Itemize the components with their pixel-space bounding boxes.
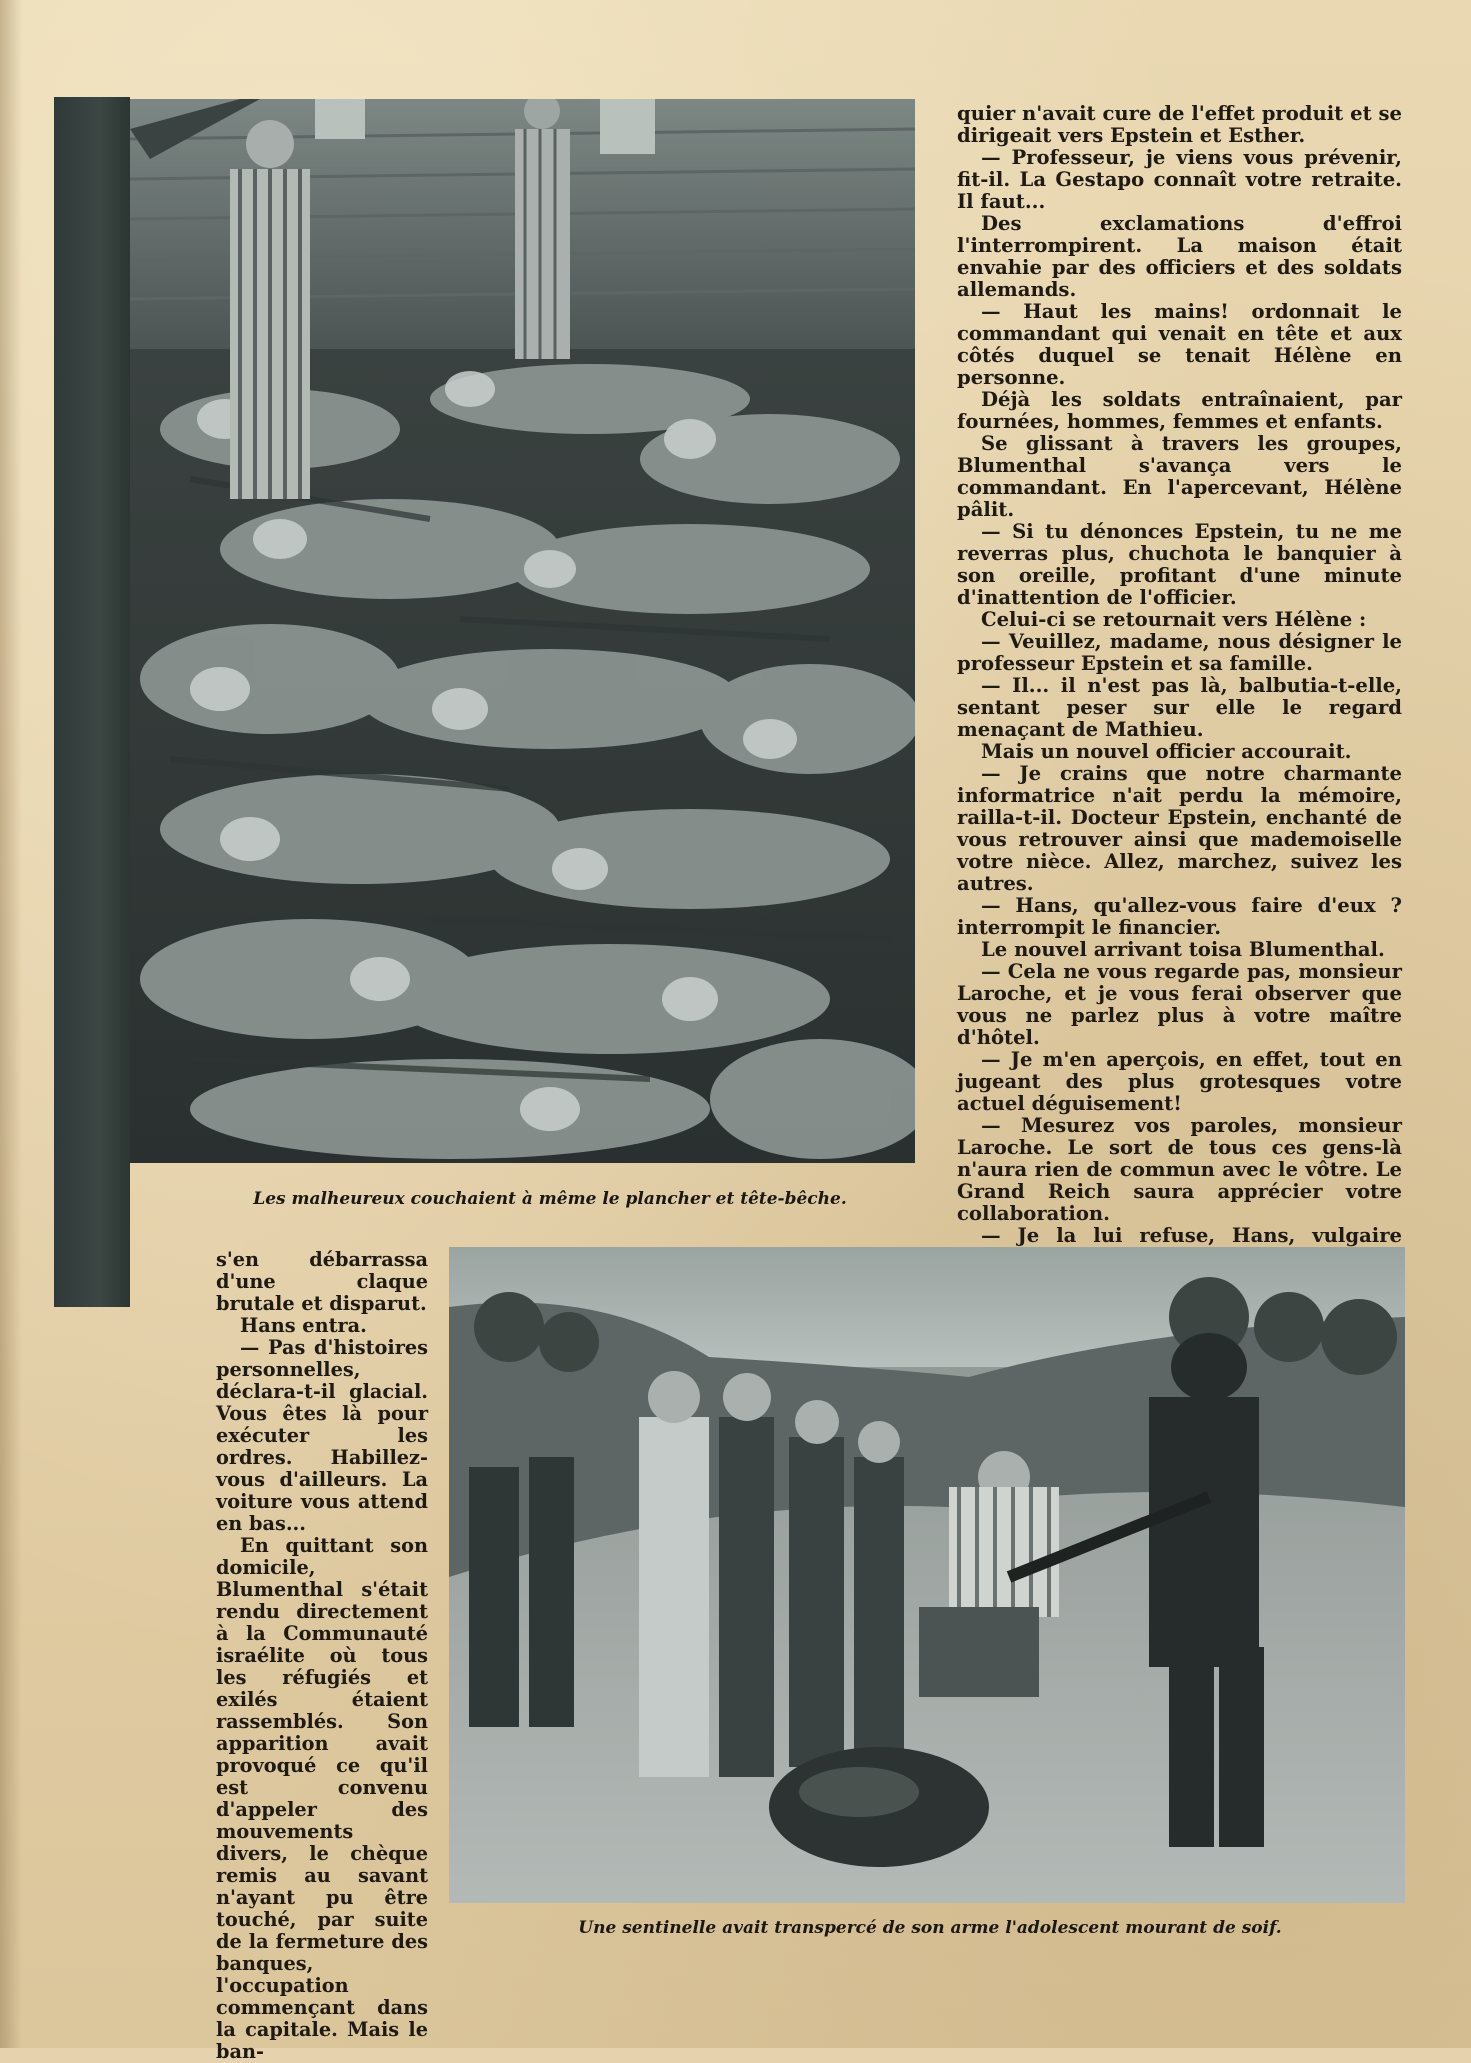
paragraph: — Mesurez vos paroles, monsieur Laroche. Le sort de tous ces gens-là n'aura rien de commun avec le vôtre. Le Grand Reich saura apprécier votre collaboration. [957,1114,1402,1225]
paragraph: Déjà les soldats entraînaient, par fournées, hommes, femmes et enfants. [957,388,1402,433]
caption-bottom-photo: Une sentinelle avait transpercé de son arme l'adolescent mourant de soif. [578,1918,1282,1938]
caption-top-photo: Les malheureux couchaient à même le plancher et tête-bêche. [253,1189,847,1209]
paragraph: — Pas d'histoires personnelles, déclara-t-il glacial. Vous êtes là pour exécuter les ordres. Habillez-vous d'ailleurs. La voiture vous attend en bas... [216,1336,428,1535]
paragraph: Celui-ci se retournait vers Hélène : [981,608,1367,631]
paragraph: — Il... il n'est pas là, balbutia-t-elle, sentant peser sur elle le regard menaçant de Mathieu. [957,674,1402,741]
paragraph: — Haut les mains! ordonnait le commandant qui venait en tête et aux côtés duquel se tenait Hélène en personne. [957,300,1402,389]
paragraph: — Je crains que notre charmante informatrice n'ait perdu la mémoire, railla-t-il. Docteur Epstein, enchanté de vous retrouver ainsi que mademoiselle votre nièce. Allez, marchez, suivez les autres. [957,762,1402,895]
photo-barrack-prisoners [130,99,915,1163]
paragraph: — Hans, qu'allez-vous faire d'eux ? interrompit le financier. [957,894,1402,939]
photo-sentinel-scene-drawing [449,1247,1405,1903]
page-edge-shadow [0,0,22,2048]
paragraph: Hans entra. [240,1314,367,1337]
photo-sentinel-scene [449,1247,1405,1903]
photo-barrack-prisoners-drawing [130,99,915,1163]
paragraph: — Veuillez, madame, nous désigner le professeur Epstein et sa famille. [957,630,1402,675]
paragraph: — Professeur, je viens vous prévenir, fit-il. La Gestapo connaît votre retraite. Il faut... [957,146,1402,213]
paragraph: quier n'avait cure de l'effet produit et se dirigeait vers Epstein et Esther. [957,102,1402,147]
dark-margin-strip [54,97,130,1307]
paragraph: En quittant son domicile, Blumenthal s'était rendu directement à la Communauté israélite où tous les réfugiés et exilés étaient rassemblés. Son apparition avait provoqué ce qu'il est convenu d'appeler des mouvements divers, le chèque remis au savant n'ayant pu être touché, par suite de la fermeture des banques, l'occupation commençant dans la capitale. Mais le ban- [216,1534,428,2063]
paragraph: — Si tu dénonces Epstein, tu ne me reverras plus, chuchota le banquier à son oreille, profitant d'une minute d'inattention de l'officier. [957,520,1402,609]
article-column-right [957,103,1402,1357]
paragraph: — Je la lui refuse, Hans, vulgaire [981,1224,1402,1247]
paragraph: — Cela ne vous regarde pas, monsieur Laroche, et je vous ferai observer que vous ne parlez plus à votre maître d'hôtel. [957,960,1402,1049]
paragraph: Mais un nouvel officier accourait. [981,740,1352,763]
article-column-left [216,1249,428,2063]
paragraph: s'en débarrassa d'une claque brutale et disparut. [216,1248,428,1315]
paragraph: Le nouvel arrivant toisa Blumenthal. [981,938,1385,961]
paragraph: Des exclamations d'effroi l'interrompirent. La maison était envahie par des officiers et des soldats allemands. [957,212,1402,301]
paragraph: Se glissant à travers les groupes, Blumenthal s'avança vers le commandant. En l'apercevant, Hélène pâlit. [957,432,1402,521]
paragraph: — Je m'en aperçois, en effet, tout en jugeant des plus grotesques votre actuel déguisement! [957,1048,1402,1115]
